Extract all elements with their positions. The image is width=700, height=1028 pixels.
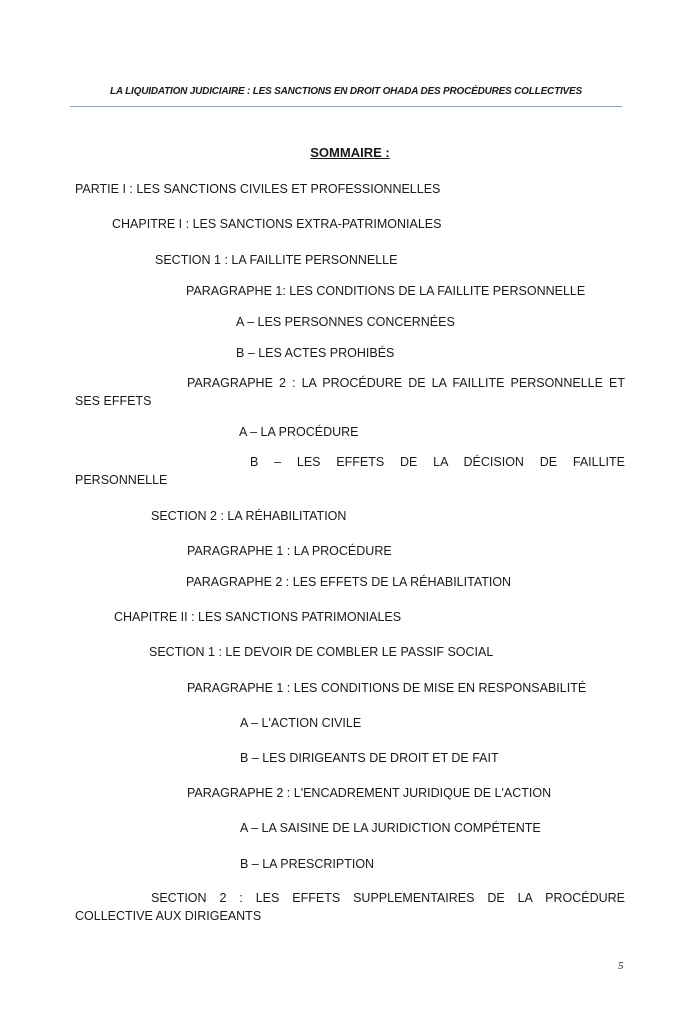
- toc-chap1-sec1-par2-b: [75, 453, 625, 489]
- toc-chap2-section-1: SECTION 1 : LE DEVOIR DE COMBLER LE PASSIF SOCIAL: [149, 645, 494, 659]
- toc-title: [0, 145, 700, 160]
- toc-chap2-section-2: [75, 889, 625, 925]
- toc-chapitre-2: CHAPITRE II : LES SANCTIONS PATRIMONIALES: [114, 610, 402, 624]
- toc-chap1-sec2-paragraph-1: PARAGRAPHE 1 : LA PROCÉDURE: [187, 544, 392, 558]
- toc-chap1-sec1-par1-a: A – LES PERSONNES CONCERNÉES: [236, 315, 455, 329]
- toc-chap1-sec2-paragraph-2: PARAGRAPHE 2 : LES EFFETS DE LA RÉHABILITATION: [186, 575, 512, 589]
- running-header: LA LIQUIDATION JUDICIAIRE : LES SANCTIONS EN DROIT OHADA DES PROCÉDURES COLLECTIVES: [110, 86, 582, 97]
- toc-chap1-sec1-par2-b-line2: PERSONNELLE: [75, 473, 168, 487]
- toc-chap1-sec1-par2-b-line1: B – LES EFFETS DE LA DÉCISION DE FAILLITE: [250, 455, 625, 469]
- header-rule: [70, 106, 622, 107]
- toc-chap2-sec1-par1-b: B – LES DIRIGEANTS DE DROIT ET DE FAIT: [240, 751, 499, 765]
- toc-chap1-section-2: SECTION 2 : LA RÉHABILITATION: [151, 509, 347, 523]
- toc-chap2-sec1-paragraph-2: PARAGRAPHE 2 : L'ENCADREMENT JURIDIQUE DE L'ACTION: [187, 786, 552, 800]
- toc-chap2-sec1-paragraph-1: PARAGRAPHE 1 : LES CONDITIONS DE MISE EN RESPONSABILITÉ: [187, 681, 587, 695]
- page-number: 5: [618, 960, 624, 972]
- toc-chap1-section-1: SECTION 1 : LA FAILLITE PERSONNELLE: [155, 253, 398, 267]
- toc-chap1-sec1-par1-b: B – LES ACTES PROHIBÉS: [236, 346, 395, 360]
- toc-chap1-sec1-paragraph-2: [75, 374, 625, 410]
- toc-chap1-sec1-par2-a: A – LA PROCÉDURE: [239, 425, 359, 439]
- toc-chap2-sec2-line2: COLLECTIVE AUX DIRIGEANTS: [75, 909, 262, 923]
- toc-chap2-sec1-par2-b: B – LA PRESCRIPTION: [240, 857, 375, 871]
- toc-chap1-sec1-par2-line2: SES EFFETS: [75, 394, 152, 408]
- toc-chap2-sec1-par1-a: A – L'ACTION CIVILE: [240, 716, 362, 730]
- toc-chapitre-1: CHAPITRE I : LES SANCTIONS EXTRA-PATRIMONIALES: [112, 217, 442, 231]
- toc-chap2-sec1-par2-a: A – LA SAISINE DE LA JURIDICTION COMPÉTENTE: [240, 821, 541, 835]
- toc-chap1-sec1-paragraph-1: PARAGRAPHE 1: LES CONDITIONS DE LA FAILLITE PERSONNELLE: [186, 284, 586, 298]
- toc-chap1-sec1-par2-line1: PARAGRAPHE 2 : LA PROCÉDURE DE LA FAILLITE PERSONNELLE ET: [187, 376, 625, 390]
- toc-title-text: SOMMAIRE :: [310, 145, 390, 160]
- toc-chap2-sec2-line1: SECTION 2 : LES EFFETS SUPPLEMENTAIRES DE LA PROCÉDURE: [151, 891, 625, 905]
- toc-partie-1: PARTIE I : LES SANCTIONS CIVILES ET PROFESSIONNELLES: [75, 182, 441, 196]
